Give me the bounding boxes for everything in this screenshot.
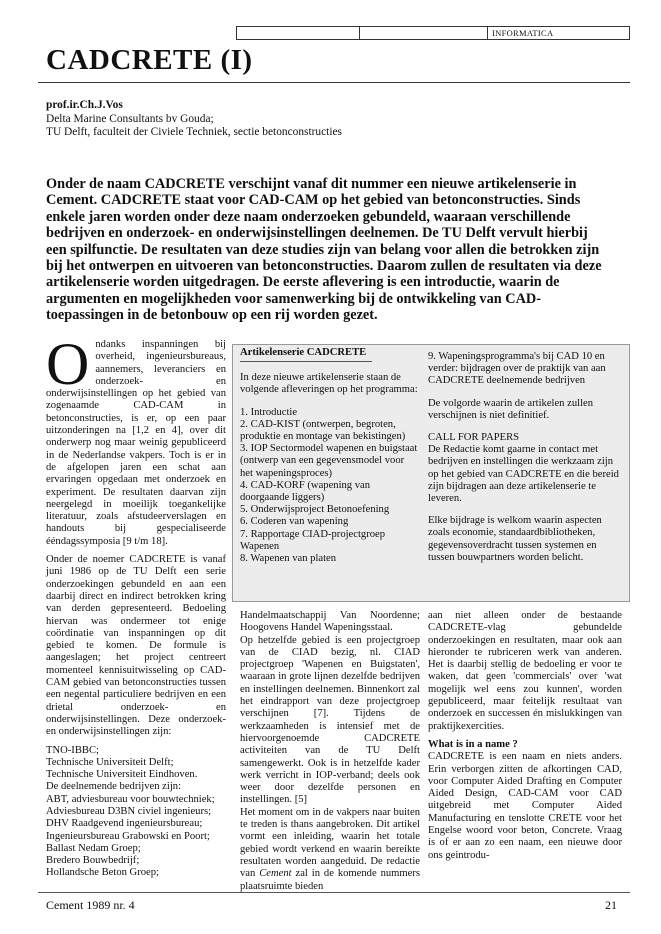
column-1 [46, 331, 226, 880]
journal-name-italic: Cement [259, 868, 292, 880]
call-for-papers-text: De Redactie komt gaarne in contact met bedrijven en instellingen die werkzaam zijn op het gebied van CADCRETE en die bereid zijn bijdragen aan deze artikelenserie te leveren. [428, 444, 619, 505]
col2-paragraph-1: Handelmaatschappij Van Noordenne; Hoogovens Handel Wapeningsstaal. [240, 610, 420, 634]
call-for-papers-text-2: Elke bijdrage is welkom waarin aspecten zoals economie, standaardbibliotheken, gegevensoverdracht tussen systemen en tussen bouwpartners worden belicht. [428, 515, 602, 563]
sidebar-intro: In deze nieuwe artikelenserie staan de volgende afleveringen op het programma: [240, 372, 418, 396]
col2-paragraph-3: Het moment om in de vakpers naar buiten te treden is thans aangebroken. Dit artikel vormt een inleiding, waarin het totale gebied wordt verkend en waarin bereikte resultaten worden aangeduid. De redactie van Cement zal in de komende nummers plaatsruimte bieden [240, 806, 420, 892]
list-item: Bredero Bouwbedrijf; [46, 855, 140, 867]
author-block [46, 99, 342, 140]
list-item: DHV Raadgevend ingenieursbureau; [46, 818, 203, 830]
drop-cap: O [46, 331, 90, 397]
call-for-papers-heading: CALL FOR PAPERS [428, 432, 520, 444]
series-item: 5. Onderwijsproject Betonoefening [240, 504, 390, 516]
column-3 [428, 610, 622, 862]
list-item: TNO-IBBC; [46, 744, 99, 756]
series-item: 1. Introductie [240, 406, 298, 418]
intro-paragraph: Onder de naam CADCRETE verschijnt vanaf dit nummer een nieuwe artikelenserie in Cement. CADCRETE staat voor CAD-CAM op het gebied van betonconstructies. Sinds enkele jaren worden onder deze naam onderzoeken gebundeld, waaraan verschillende bedrijven en onderzoek- en onderwijsinstellingen deelnemen. De TU Delft vervult hierbij een spilfunctie. De resultaten van deze studies zijn van belang voor allen die betrokken zijn bij het ontwerpen en uitvoeren van betonconstructies. Daarom zullen de resultaten via deze artikelenserie worden uitgedragen. De eerste aflevering is een introductie, waarin de argumenten en mogelijkheden voor samenwerking bij de ontwikkeling van CAD-toepassingen in de betonbouw op een rij worden gezet. [46, 176, 602, 324]
col1-paragraph-2: Onder de noemer CADCRETE is vanaf juni 1986 op de TU Delft een serie onderzoekingen gebundeld en aan een daarbij direct en indirect betrokken kring van derden gepresenteerd. Bedoeling hiervan was ondermeer tot enige coördinatie van inspanningen op dit gebied te komen. De formule is aangeslagen; het project centreert momenteel kennisuitwisseling op CAD-CAM gebied van betonconstructies tussen een negental particuliere bedrijven en een drietal onderzoek- en onderwijsinstellingen. Deze onderzoek- en onderwijsinstellingen zijn: [46, 554, 226, 738]
companies-intro: De deelnemende bedrijven zijn: [46, 781, 182, 793]
title-rule [38, 82, 630, 83]
series-order-note: De volgorde waarin de artikelen zullen verschijnen is niet definitief. [428, 397, 594, 421]
section-label: INFORMATICA [488, 26, 630, 40]
author-affiliation-1: Delta Marine Consultants bv Gouda; [46, 112, 214, 125]
sidebar-title: Artikelenserie CADCRETE [240, 347, 372, 362]
col3-paragraph-2: CADCRETE is een naam en niets anders. Erin verborgen zitten de afkortingen CAD, voor Computer Aided Drafting en Computer Aided Design, CAD-CAM voor CAD uitgebreid met Computer Aided Manufacturing en tenslotte CRETE voor het Engelse woord voor beton, Concrete. Vraag is of er aan zo een naam, een nieuwe door ons geintrodu- [428, 751, 622, 861]
series-item: 2. CAD-KIST (ontwerpen, begroten, produktie en montage van bekistingen) [240, 418, 406, 443]
series-item: 9. Wapeningsprogramma's bij CAD 10 en verder: bijdragen over de praktijk van aan CADCRETE deelnemende bedrijven [428, 351, 606, 387]
header-boxes [236, 26, 630, 42]
list-item: Technische Universiteit Delft; [46, 756, 174, 768]
series-item: 4. CAD-KORF (wapening van doorgaande liggers) [240, 479, 371, 504]
institution-list [46, 745, 226, 880]
col3-paragraph-1: aan niet alleen onder de bestaande CADCRETE-vlag gebundelde onderzoekingen en resultaten, maar ook aan hieronder te rubriceren werk van anderen. Het is daarbij stellig de bedoeling er voor te waken, dat geen 'commercials' over 'wat mogelijk wel eens zou kunnen', worden gepubliceerd, maar feitelijk resultaat van onderzoek en successen én mislukkingen van praktijkexercities. [428, 610, 622, 732]
header-box-2 [360, 26, 488, 40]
list-item: Adviesbureau D3BN civiel ingenieurs; [46, 805, 212, 817]
series-item: 3. IOP Sectormodel wapenen en buigstaat (ontwerp van een gegevensmodel voor het wapeningsproces) [240, 443, 418, 479]
author-affiliation-2: TU Delft, faculteit der Civiele Techniek, sectie betonconstructies [46, 126, 342, 138]
header-box-1 [236, 26, 360, 40]
journal-footer: Cement 1989 nr. 4 [46, 898, 135, 912]
list-item: ABT, adviesbureau voor bouwtechniek; [46, 793, 215, 805]
list-item: Ingenieursbureau Grabowski en Poort; [46, 830, 210, 842]
series-item: 6. Coderen van wapening [240, 516, 349, 528]
column-2 [240, 610, 420, 893]
series-item: 8. Wapenen van platen [240, 553, 337, 565]
col2-paragraph-2: Op hetzelfde gebied is een projectgroep van de CIAD bezig, nl. CIAD projectgroep 'Wapenen en Buigstaten', waaraan in grote lijnen dezelfde bedrijven en instellingen deelnemen. Binnenkort zal het eindrapport van deze projectgroep verschijnen [7]. Tijdens de werkzaamheden is intensief met de hiervoorgenoemde CADCRETE activiteiten van de TU Delft samengewerkt. Ook is in hetzelfde kader werk verricht in IOP-verband; deels ook weer door dezelfde personen en instellingen. [5] [240, 634, 420, 806]
section-heading: What is in a name ? [428, 738, 518, 750]
list-item: Technische Universiteit Eindhoven. [46, 769, 198, 781]
list-item: Ballast Nedam Groep; [46, 842, 141, 854]
footer-rule [38, 892, 630, 893]
article-title: CADCRETE (I) [46, 44, 253, 76]
page-number: 21 [605, 898, 617, 912]
sidebar-right-column [428, 351, 622, 564]
sidebar-left-column [240, 347, 418, 565]
author-name: prof.ir.Ch.J.Vos [46, 99, 123, 111]
col1-paragraph-1: ndanks inspanningen bij overheid, ingenieursbureaus, aannemers, leveranciers en onderzoek- en onderwijsinstellingen op het gebied van zogenaamde CAD-CAM in betonconstructies, is er, op een paar uitzonderingen na [1,2 en 4], over dit onderwerp nog maar weinig gepubliceerd in de Nederlandse vakpers. Toch is er in de afgelopen jaren een schat aan ervaringen opgedaan met onderzoek en experiment. De resultaten daarvan zijn neergelegd in moeilijk toegankelijke literatuur, zoals afstudeerverslagen en handouts bij gespecialiseerde ééndagssymposia [9 t/m 18]. [46, 339, 226, 547]
series-item: 7. Rapportage CIAD-projectgroep Wapenen [240, 528, 386, 552]
list-item: Hollandsche Beton Groep; [46, 867, 159, 879]
